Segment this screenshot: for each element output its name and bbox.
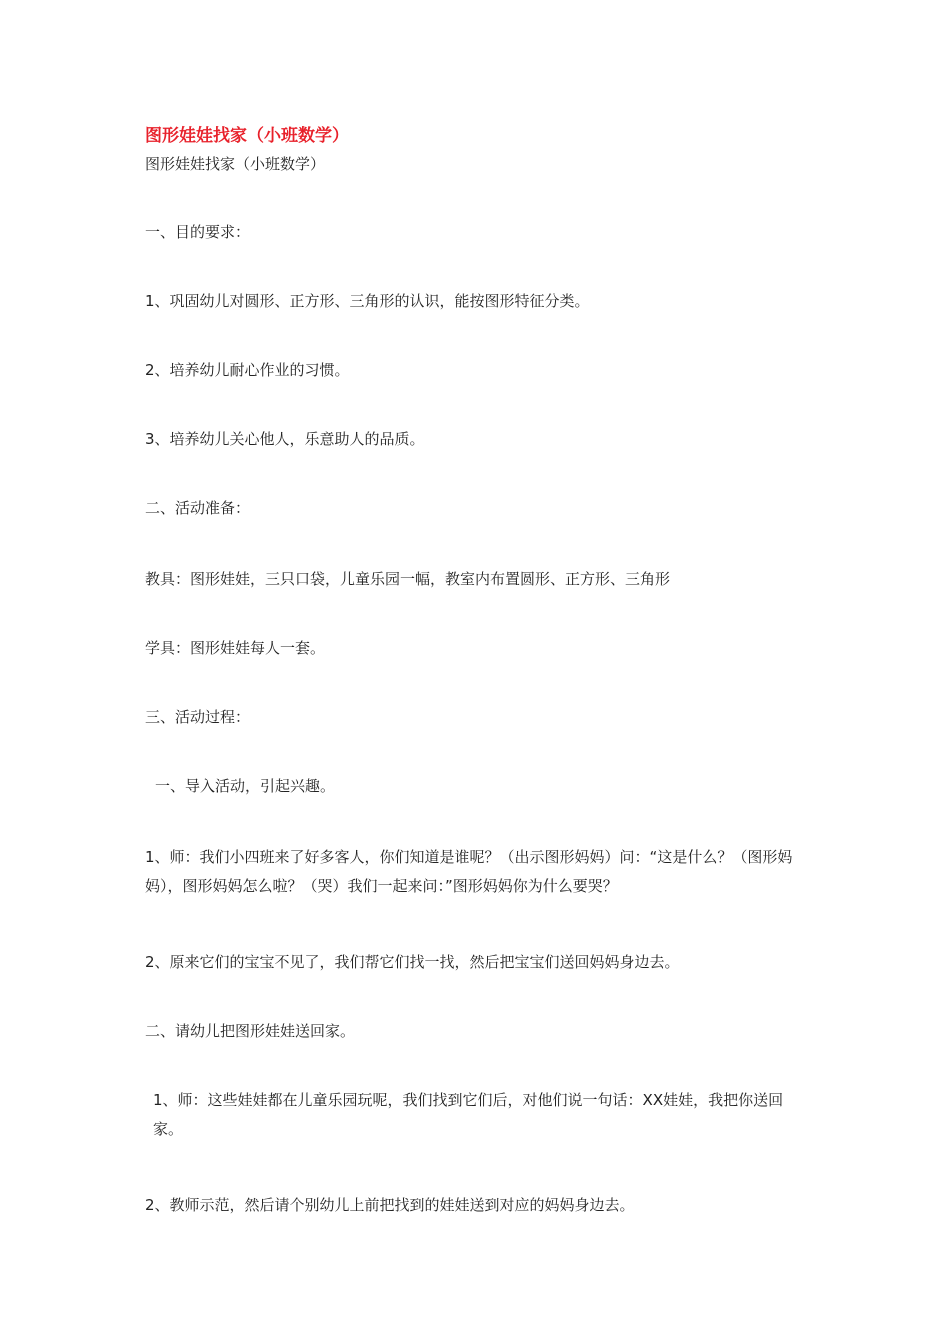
paragraph-goal-1: 1、巩固幼儿对圆形、正方形、三角形的认识，能按图形特征分类。 — [145, 292, 590, 310]
paragraph-intro-2: 2、原来它们的宝宝不见了，我们帮它们找一找，然后把宝宝们送回妈妈身边去。 — [145, 953, 680, 971]
step-heading-intro: 一、导入活动，引起兴趣。 — [155, 777, 336, 795]
document-title: 图形娃娃找家（小班数学） — [145, 126, 349, 146]
paragraph-learning-aids: 学具：图形娃娃每人一套。 — [145, 639, 326, 657]
step-heading-send-home: 二、请幼儿把图形娃娃送回家。 — [145, 1022, 356, 1040]
paragraph-goal-2: 2、培养幼儿耐心作业的习惯。 — [145, 361, 350, 379]
paragraph-goal-3: 3、培养幼儿关心他人，乐意助人的品质。 — [145, 430, 425, 448]
paragraph-teaching-aids: 教具：图形娃娃，三只口袋，儿童乐园一幅，教室内布置圆形、正方形、三角形 — [145, 570, 671, 588]
section-heading-preparation: 二、活动准备： — [145, 499, 251, 517]
section-heading-goals: 一、目的要求： — [145, 223, 251, 241]
paragraph-send-home-2: 2、教师示范，然后请个别幼儿上前把找到的娃娃送到对应的妈妈身边去。 — [145, 1196, 635, 1214]
paragraph-send-home-1: 1、师：这些娃娃都在儿童乐园玩呢，我们找到它们后，对他们说一句话：XX娃娃，我把你送回家。 — [153, 1091, 784, 1138]
subtitle: 图形娃娃找家（小班数学） — [145, 155, 326, 173]
section-heading-process: 三、活动过程： — [145, 708, 251, 726]
paragraph-intro-1: 1、师：我们小四班来了好多客人，你们知道是谁呢？（出示图形妈妈）问：“这是什么？（图形妈妈），图形妈妈怎么啦？（哭）我们一起来问：”图形妈妈你为什么要哭？ — [145, 848, 793, 895]
